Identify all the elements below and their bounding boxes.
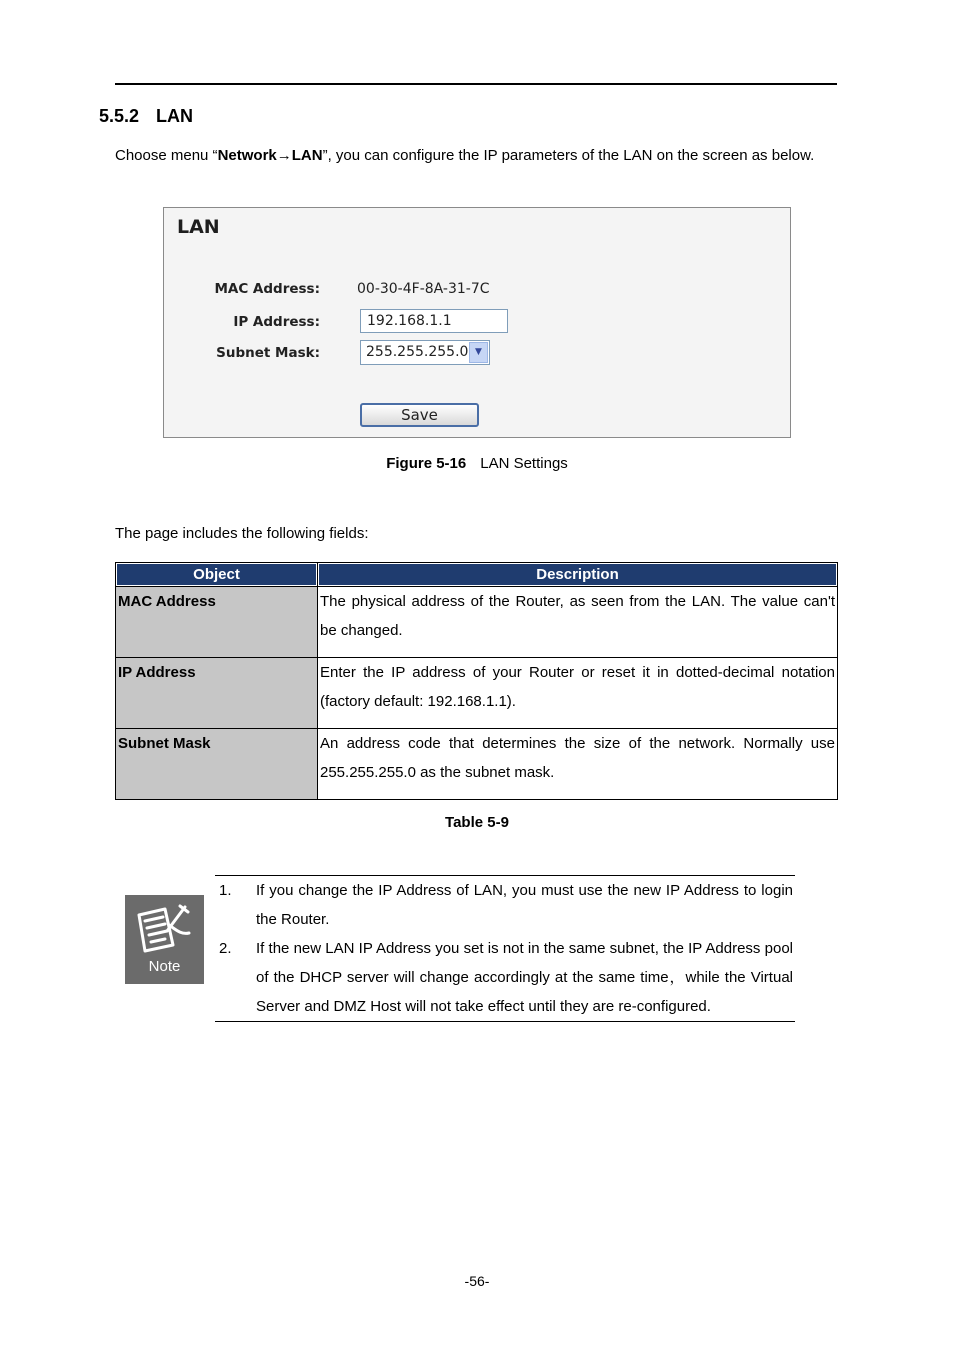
header-description: Description: [318, 563, 838, 587]
list-item: [215, 934, 795, 1021]
description-cell: An address code that determines the size of the network. Normally use 255.255.255.0 as the subnet mask.: [318, 729, 838, 800]
object-cell: Subnet Mask: [116, 729, 318, 800]
intro-paragraph: [115, 143, 837, 169]
note-label: Note: [148, 958, 181, 975]
list-item-number: 2.: [219, 940, 232, 957]
list-item-number: 1.: [219, 882, 232, 899]
lan-settings-screenshot: [163, 207, 791, 438]
table-caption: Table 5-9: [445, 814, 509, 831]
note-icon: [125, 895, 204, 984]
page-number: -56-: [464, 1273, 490, 1289]
description-cell: Enter the IP address of your Router or reset it in dotted-decimal notation (factory default: 192.168.1.1).: [318, 658, 838, 729]
notepad-pen-icon: [125, 895, 204, 959]
section-title: LAN: [156, 106, 193, 126]
table-row: [116, 587, 838, 658]
lan-panel-title: LAN: [177, 216, 220, 238]
figure-number: Figure 5-16: [386, 455, 467, 472]
menu-lan: LAN: [291, 147, 323, 164]
section-number: 5.5.2: [99, 106, 140, 126]
subnet-mask-label: Subnet Mask:: [216, 345, 320, 361]
table-row: [116, 729, 838, 800]
menu-arrow-icon: →: [276, 147, 292, 164]
subnet-mask-value: 255.255.255.0: [366, 344, 469, 360]
object-cell: IP Address: [116, 658, 318, 729]
note-list: [215, 875, 795, 1022]
figure-caption: [0, 455, 954, 472]
list-item: [215, 876, 795, 934]
fields-table: [115, 562, 838, 800]
top-rule: [115, 83, 837, 85]
list-item-text: If you change the IP Address of LAN, you must use the new IP Address to login the Router.: [256, 882, 793, 928]
fields-intro: The page includes the following fields:: [115, 525, 369, 542]
header-object: Object: [116, 563, 318, 587]
ip-address-label: IP Address:: [233, 314, 320, 330]
description-cell: The physical address of the Router, as seen from the LAN. The value can't be changed.: [318, 587, 838, 658]
subnet-mask-select[interactable]: [360, 340, 490, 365]
object-cell: MAC Address: [116, 587, 318, 658]
mac-address-label: MAC Address:: [214, 281, 320, 297]
menu-network: Network: [217, 147, 277, 164]
chevron-down-icon[interactable]: ▼: [469, 342, 488, 363]
table-row: [116, 658, 838, 729]
table-header-row: [116, 563, 838, 587]
intro-prefix: Choose menu “: [115, 147, 218, 164]
intro-suffix: ”, you can configure the IP parameters of the LAN on the screen as below.: [322, 147, 815, 164]
list-item-text: If the new LAN IP Address you set is not in the same subnet, the IP Address pool of the DHCP server will change accordingly at the same time，while the Virtual Server and DMZ Host will not take effect until they are re-configured.: [256, 940, 793, 1015]
figure-text: LAN Settings: [480, 455, 568, 472]
section-heading: [99, 106, 193, 127]
mac-address-value: 00-30-4F-8A-31-7C: [357, 281, 490, 297]
ip-address-input[interactable]: [360, 309, 508, 333]
save-button[interactable]: Save: [360, 403, 479, 427]
